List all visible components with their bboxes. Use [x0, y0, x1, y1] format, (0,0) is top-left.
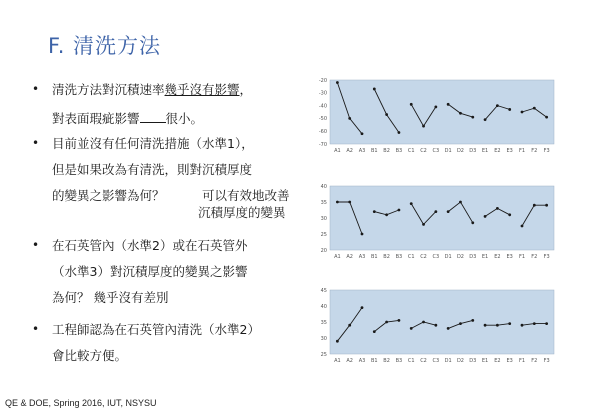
- x-tick-label: C3: [432, 254, 440, 260]
- chart-svg: [308, 76, 558, 158]
- x-tick-label: E3: [506, 148, 513, 154]
- data-point: [496, 207, 499, 210]
- x-tick-label: D1: [444, 148, 452, 154]
- data-point: [422, 223, 425, 226]
- y-tick-label: 35: [320, 319, 327, 326]
- chart-svg: [308, 286, 558, 368]
- bullet-1-line-2: [52, 110, 203, 127]
- data-point: [422, 125, 425, 128]
- x-tick-label: B2: [383, 148, 390, 154]
- y-tick-label: 30: [320, 215, 327, 222]
- x-tick-label: D3: [469, 254, 477, 260]
- data-point: [361, 306, 364, 309]
- data-point: [447, 327, 450, 330]
- bullet-4-line-2: 會比較方便。: [52, 348, 128, 363]
- x-tick-label: D3: [469, 358, 477, 364]
- data-point: [336, 201, 339, 204]
- x-tick-label: B2: [383, 254, 390, 260]
- x-tick-label: C2: [420, 254, 427, 260]
- x-tick-label: C1: [407, 358, 415, 364]
- y-tick-label: 30: [320, 335, 327, 342]
- bullet-dot: •: [32, 82, 40, 96]
- data-point: [447, 103, 450, 106]
- data-point: [484, 118, 487, 121]
- plot-area: [330, 290, 554, 354]
- x-tick-label: F2: [531, 358, 538, 364]
- data-point: [398, 209, 401, 212]
- bullet-1-answer-2: 很小: [165, 111, 191, 126]
- x-tick-label: F1: [518, 148, 526, 154]
- x-tick-label: C2: [420, 148, 427, 154]
- x-tick-label: B3: [395, 254, 403, 260]
- data-point: [508, 108, 511, 111]
- x-tick-label: F2: [531, 148, 538, 154]
- x-tick-label: A2: [346, 254, 353, 260]
- data-point: [521, 225, 524, 228]
- x-tick-label: B3: [395, 148, 403, 154]
- y-tick-label: 35: [320, 199, 327, 206]
- data-point: [361, 132, 364, 135]
- bullet-2-answer-1: 可以有效地改善: [202, 188, 290, 203]
- data-point: [410, 327, 413, 330]
- bullet-2-line-3: 的變異之影響為何？: [52, 188, 165, 203]
- y-tick-label: -30: [318, 90, 327, 97]
- data-point: [398, 319, 401, 322]
- bullet-dot: •: [32, 238, 40, 252]
- x-tick-label: A1: [334, 358, 341, 364]
- x-tick-label: A1: [334, 148, 341, 154]
- answer-blank: [140, 110, 166, 123]
- data-point: [373, 88, 376, 91]
- x-tick-label: E2: [494, 148, 501, 154]
- data-point: [508, 322, 511, 325]
- x-tick-label: D3: [469, 148, 477, 154]
- bullet-1-line-1: [52, 82, 252, 98]
- x-tick-label: C2: [420, 358, 427, 364]
- bullet-1-punct: ，: [239, 82, 253, 97]
- bullet-1-punct-2: 。: [190, 111, 204, 126]
- y-tick-label: 25: [320, 231, 327, 238]
- x-tick-label: E1: [481, 254, 489, 260]
- y-tick-label: -60: [318, 129, 327, 135]
- y-tick-label: 45: [320, 287, 327, 294]
- bullet-1-text-2: 對表面瑕疵影響: [52, 111, 140, 126]
- data-point: [373, 210, 376, 213]
- bullet-2-line-2: 但是如果改為有清洗，則對沉積厚度: [52, 162, 253, 177]
- data-point: [348, 324, 351, 327]
- x-tick-label: F1: [518, 358, 526, 364]
- data-point: [533, 107, 536, 110]
- data-point: [508, 213, 511, 216]
- bullet-2-line-1: 目前並沒有任何清洗措施（水準1），: [52, 136, 254, 151]
- data-point: [459, 112, 462, 115]
- y-tick-label: 40: [320, 303, 327, 310]
- x-tick-label: C3: [432, 148, 440, 154]
- x-tick-label: B1: [370, 148, 378, 154]
- y-tick-label: -70: [318, 141, 327, 148]
- data-point: [398, 131, 401, 134]
- bullet-3-line-2: （水準3）對沉積厚度的變異之影響: [52, 264, 248, 279]
- data-point: [410, 103, 413, 106]
- bullet-3-line-3: [52, 290, 169, 306]
- data-point: [336, 81, 339, 84]
- x-tick-label: E3: [506, 358, 513, 364]
- chart-thickness-variation-2: [308, 286, 558, 368]
- x-tick-label: B1: [370, 358, 378, 364]
- slide-title: F. 清洗方法: [48, 34, 162, 58]
- data-point: [348, 117, 351, 120]
- x-tick-label: C3: [432, 358, 440, 364]
- x-tick-label: A3: [358, 254, 366, 260]
- x-tick-label: B2: [383, 358, 390, 364]
- data-point: [361, 233, 364, 236]
- data-point: [521, 111, 524, 114]
- data-point: [385, 321, 388, 324]
- data-point: [459, 322, 462, 325]
- data-point: [521, 324, 524, 327]
- x-tick-label: E1: [481, 148, 489, 154]
- y-tick-label: 25: [320, 351, 327, 358]
- data-point: [422, 321, 425, 324]
- x-tick-label: E3: [506, 254, 513, 260]
- x-tick-label: F3: [543, 358, 550, 364]
- x-tick-label: B3: [395, 358, 403, 364]
- data-point: [459, 201, 462, 204]
- x-tick-label: C1: [407, 254, 415, 260]
- data-point: [434, 324, 437, 327]
- y-tick-label: 20: [320, 247, 327, 254]
- data-point: [385, 213, 388, 216]
- x-tick-label: E1: [481, 358, 489, 364]
- bullet-dot: •: [32, 322, 40, 336]
- x-tick-label: D2: [456, 254, 464, 260]
- data-point: [533, 204, 536, 207]
- bullet-4-line-1: 工程師認為在石英管內清洗（水準2）: [52, 322, 260, 337]
- chart-thickness-variation-1: [308, 182, 558, 264]
- data-point: [545, 322, 548, 325]
- y-tick-label: -20: [318, 77, 327, 84]
- x-tick-label: E2: [494, 254, 501, 260]
- bullet-3-line-1: 在石英管內（水準2）或在石英管外: [52, 238, 248, 253]
- data-point: [484, 324, 487, 327]
- x-tick-label: F1: [518, 254, 526, 260]
- data-point: [385, 113, 388, 116]
- chart-deposition-rate: [308, 76, 558, 158]
- data-point: [471, 319, 474, 322]
- x-tick-label: D1: [444, 358, 452, 364]
- bullet-3-question: 為何？: [52, 290, 90, 305]
- x-tick-label: D2: [456, 358, 464, 364]
- data-point: [545, 116, 548, 119]
- bullet-1-text: 清洗方法對沉積速率: [52, 82, 165, 97]
- x-tick-label: D2: [456, 148, 464, 154]
- bullet-2-answer-2: 沉積厚度的變異: [198, 205, 286, 220]
- x-tick-label: F3: [543, 148, 550, 154]
- x-tick-label: F3: [543, 254, 550, 260]
- bullet-dot: •: [32, 136, 40, 150]
- data-point: [348, 201, 351, 204]
- data-point: [434, 105, 437, 108]
- x-tick-label: E2: [494, 358, 501, 364]
- x-tick-label: B1: [370, 254, 378, 260]
- data-point: [471, 221, 474, 224]
- x-tick-label: A3: [358, 148, 366, 154]
- x-tick-label: C1: [407, 148, 415, 154]
- bullet-1-answer: 幾乎沒有影響: [164, 82, 240, 97]
- footer-text: QE & DOE, Spring 2016, IUT, NSYSU: [5, 398, 157, 408]
- data-point: [545, 204, 548, 207]
- x-tick-label: A3: [358, 358, 366, 364]
- data-point: [434, 210, 437, 213]
- data-point: [496, 104, 499, 107]
- x-tick-label: A1: [334, 254, 341, 260]
- data-point: [410, 202, 413, 205]
- chart-svg: [308, 182, 558, 264]
- x-tick-label: A2: [346, 148, 353, 154]
- bullet-3-answer: 幾乎沒有差別: [93, 290, 169, 305]
- data-point: [533, 322, 536, 325]
- data-point: [471, 116, 474, 119]
- plot-area: [330, 80, 554, 144]
- data-point: [336, 340, 339, 343]
- data-point: [447, 210, 450, 213]
- x-tick-label: A2: [346, 358, 353, 364]
- data-point: [484, 215, 487, 218]
- data-point: [496, 324, 499, 327]
- y-tick-label: -40: [318, 103, 327, 110]
- data-point: [373, 330, 376, 333]
- y-tick-label: 40: [320, 183, 327, 190]
- plot-area: [330, 186, 554, 250]
- x-tick-label: D1: [444, 254, 452, 260]
- x-tick-label: F2: [531, 254, 538, 260]
- y-tick-label: -50: [318, 116, 327, 123]
